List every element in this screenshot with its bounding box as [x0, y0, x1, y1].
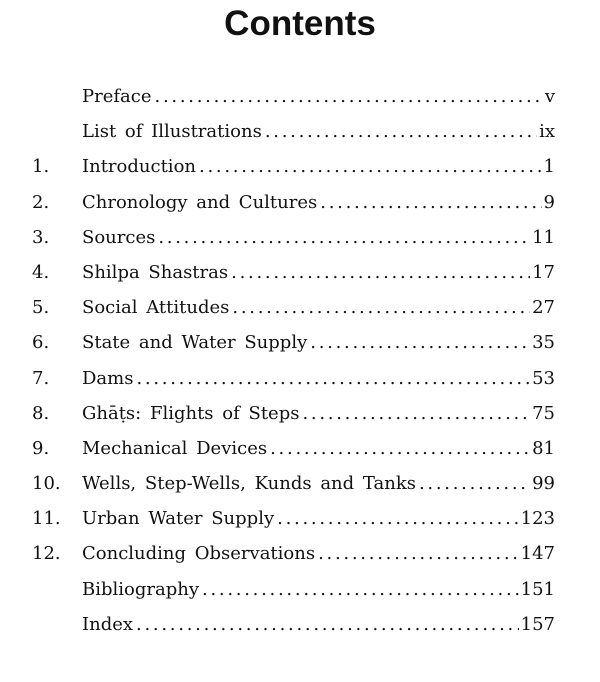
toc-entry[interactable]	[0, 260, 600, 295]
entry-line	[82, 260, 555, 286]
dot-leader	[419, 471, 530, 497]
toc-entry[interactable]	[0, 330, 600, 365]
dot-leader	[232, 295, 530, 321]
page-number: 9	[543, 191, 555, 213]
page-title: Contents	[224, 4, 376, 43]
dot-leader	[231, 260, 530, 286]
entry-line	[82, 366, 555, 392]
dot-leader	[265, 119, 537, 145]
toc-entry[interactable]	[0, 190, 600, 225]
page-number: v	[544, 86, 555, 107]
entry-line	[82, 225, 555, 251]
dot-leader	[320, 190, 541, 216]
entry-line	[82, 190, 555, 216]
chapter-number: 5.	[32, 297, 50, 319]
toc-entry[interactable]	[0, 506, 600, 541]
entry-line	[82, 119, 555, 145]
page-number: ix	[539, 121, 555, 143]
entry-title: Mechanical Devices	[82, 437, 268, 459]
entry-title: Introduction	[82, 156, 196, 178]
entry-line	[82, 506, 555, 532]
entry-line	[82, 577, 555, 603]
table-of-contents	[0, 84, 600, 647]
toc-entry[interactable]	[0, 436, 600, 471]
dot-leader	[318, 541, 519, 567]
dot-leader	[302, 401, 530, 427]
entry-title: Bibliography	[82, 578, 199, 600]
page-number: 17	[532, 261, 555, 283]
entry-line	[82, 295, 555, 321]
chapter-number: 4.	[32, 261, 50, 283]
dot-leader	[199, 154, 542, 180]
entry-title: List of Illustrations	[82, 121, 262, 143]
chapter-number: 2.	[32, 191, 50, 213]
page-number: 151	[520, 578, 555, 600]
page-number: 1	[543, 156, 555, 178]
entry-line	[82, 84, 555, 110]
chapter-number: 11.	[32, 508, 61, 530]
dot-leader	[136, 366, 530, 392]
toc-entry[interactable]	[0, 84, 600, 119]
toc-entry[interactable]	[0, 541, 600, 576]
toc-entry[interactable]	[0, 154, 600, 189]
entry-title: Urban Water Supply	[82, 508, 275, 530]
entry-title: State and Water Supply	[82, 332, 308, 354]
dot-leader	[136, 612, 519, 638]
page-number: 157	[520, 613, 555, 635]
chapter-number: 7.	[32, 367, 50, 389]
entry-title: Dams	[82, 367, 134, 389]
toc-entry[interactable]	[0, 471, 600, 506]
page-number: 35	[532, 332, 555, 354]
page-number: 99	[532, 473, 555, 495]
entry-title: Preface	[82, 86, 152, 107]
chapter-number: 9.	[32, 437, 50, 459]
entry-title: Ghāṭs: Flights of Steps	[82, 402, 300, 424]
entry-title: Chronology and Cultures	[82, 191, 318, 213]
entry-line	[82, 471, 555, 497]
dot-leader	[158, 225, 530, 251]
toc-entry[interactable]	[0, 577, 600, 612]
page-number: 27	[532, 297, 555, 319]
toc-entry[interactable]	[0, 401, 600, 436]
toc-entry[interactable]	[0, 119, 600, 154]
page-number: 53	[532, 367, 555, 389]
chapter-number: 12.	[32, 543, 61, 565]
dot-leader	[277, 506, 519, 532]
dot-leader	[270, 436, 530, 462]
dot-leader	[155, 84, 543, 110]
dot-leader	[202, 577, 519, 603]
entry-line	[82, 612, 555, 638]
entry-line	[82, 436, 555, 462]
entry-line	[82, 401, 555, 427]
chapter-number: 8.	[32, 402, 50, 424]
entry-title: Concluding Observations	[82, 543, 316, 565]
entry-line	[82, 154, 555, 180]
entry-title: Wells, Step-Wells, Kunds and Tanks	[82, 473, 416, 495]
entry-title: Shilpa Shastras	[82, 261, 229, 283]
chapter-number: 10.	[32, 473, 61, 495]
entry-line	[82, 330, 555, 356]
toc-entry[interactable]	[0, 612, 600, 647]
toc-entry[interactable]	[0, 225, 600, 260]
entry-title: Index	[82, 613, 134, 635]
chapter-number: 6.	[32, 332, 50, 354]
toc-entry[interactable]	[0, 366, 600, 401]
chapter-number: 1.	[32, 156, 50, 178]
page-number: 11	[532, 226, 555, 248]
entry-title: Social Attitudes	[82, 297, 230, 319]
dot-leader	[310, 330, 530, 356]
entry-title: Sources	[82, 226, 156, 248]
toc-entry[interactable]	[0, 295, 600, 330]
page-number: 81	[532, 437, 555, 459]
page-number: 123	[520, 508, 555, 530]
chapter-number: 3.	[32, 226, 50, 248]
page-number: 147	[520, 543, 555, 565]
page-number: 75	[532, 402, 555, 424]
entry-line	[82, 541, 555, 567]
